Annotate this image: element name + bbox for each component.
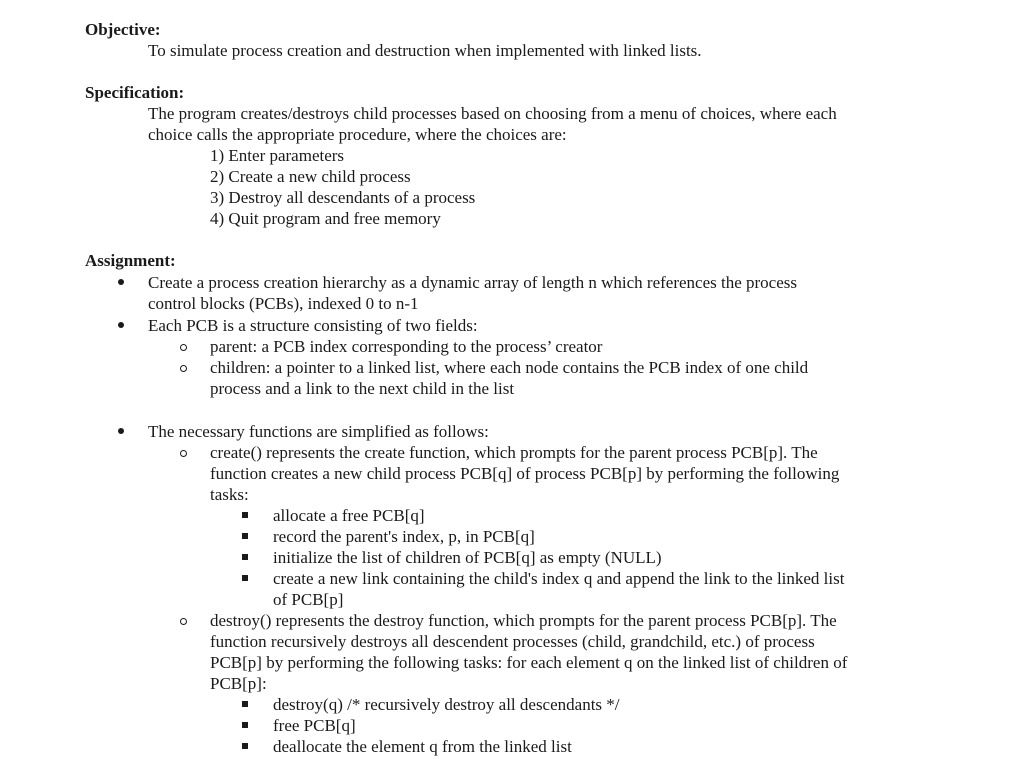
create-task-3: initialize the list of children of PCB[q] as empty (NULL) (273, 548, 662, 567)
bullet-circle-icon (180, 618, 187, 625)
bullet-dot-icon (118, 428, 124, 434)
bullet-dot-icon (118, 322, 124, 328)
bullet-circle-icon (180, 344, 187, 351)
menu-choice-2: 2) Create a new child process (210, 167, 411, 186)
create-description-line2: function creates a new child process PCB[q] of process PCB[p] by performing the following (210, 464, 840, 483)
destroy-description-line4: PCB[p]: (210, 674, 267, 693)
menu-choice-3: 3) Destroy all descendants of a process (210, 188, 476, 207)
bullet-square-icon (242, 743, 248, 749)
pcb-field-children-line2: process and a link to the next child in the list (210, 379, 515, 398)
bullet-circle-icon (180, 365, 187, 372)
destroy-task-2: free PCB[q] (273, 716, 356, 735)
bullet-square-icon (242, 554, 248, 560)
create-task-4-line2: of PCB[p] (273, 590, 344, 609)
create-description-line3: tasks: (210, 485, 249, 504)
destroy-task-1: destroy(q) /* recursively destroy all descendants */ (273, 695, 620, 714)
assignment-bullet-2: Each PCB is a structure consisting of two fields: (148, 316, 478, 335)
specification-text-line1: The program creates/destroys child processes based on choosing from a menu of choices, where each (148, 104, 837, 123)
bullet-square-icon (242, 512, 248, 518)
pcb-field-children-line1: children: a pointer to a linked list, where each node contains the PCB index of one child (210, 358, 809, 377)
bullet-square-icon (242, 575, 248, 581)
pcb-field-parent: parent: a PCB index corresponding to the process’ creator (210, 337, 603, 356)
create-description-line1: create() represents the create function, which prompts for the parent process PCB[p]. The (210, 443, 818, 462)
destroy-description-line3: PCB[p] by performing the following tasks: for each element q on the linked list of children of (210, 653, 848, 672)
create-task-4-line1: create a new link containing the child's index q and append the link to the linked list (273, 569, 845, 588)
create-task-1: allocate a free PCB[q] (273, 506, 425, 525)
bullet-dot-icon (118, 279, 124, 285)
destroy-description-line2: function recursively destroys all descendent processes (child, grandchild, etc.) of process (210, 632, 815, 651)
bullet-square-icon (242, 533, 248, 539)
destroy-description-line1: destroy() represents the destroy function, which prompts for the parent process PCB[p]. The (210, 611, 837, 630)
assignment-bullet-1-line1: Create a process creation hierarchy as a dynamic array of length n which references the process (148, 273, 797, 292)
create-task-2: record the parent's index, p, in PCB[q] (273, 527, 535, 546)
specification-text-line2: choice calls the appropriate procedure, where the choices are: (148, 125, 567, 144)
destroy-task-3: deallocate the element q from the linked list (273, 737, 572, 756)
bullet-square-icon (242, 701, 248, 707)
bullet-circle-icon (180, 450, 187, 457)
specification-heading: Specification: (85, 83, 185, 102)
assignment-heading: Assignment: (85, 251, 176, 270)
menu-choice-1: 1) Enter parameters (210, 146, 345, 165)
menu-choice-4: 4) Quit program and free memory (210, 209, 441, 228)
assignment-bullet-3: The necessary functions are simplified as follows: (148, 422, 489, 441)
objective-text: To simulate process creation and destruction when implemented with linked lists. (148, 41, 702, 60)
objective-heading: Objective: (85, 20, 161, 39)
bullet-square-icon (242, 722, 248, 728)
assignment-bullet-1-line2: control blocks (PCBs), indexed 0 to n-1 (148, 294, 419, 313)
